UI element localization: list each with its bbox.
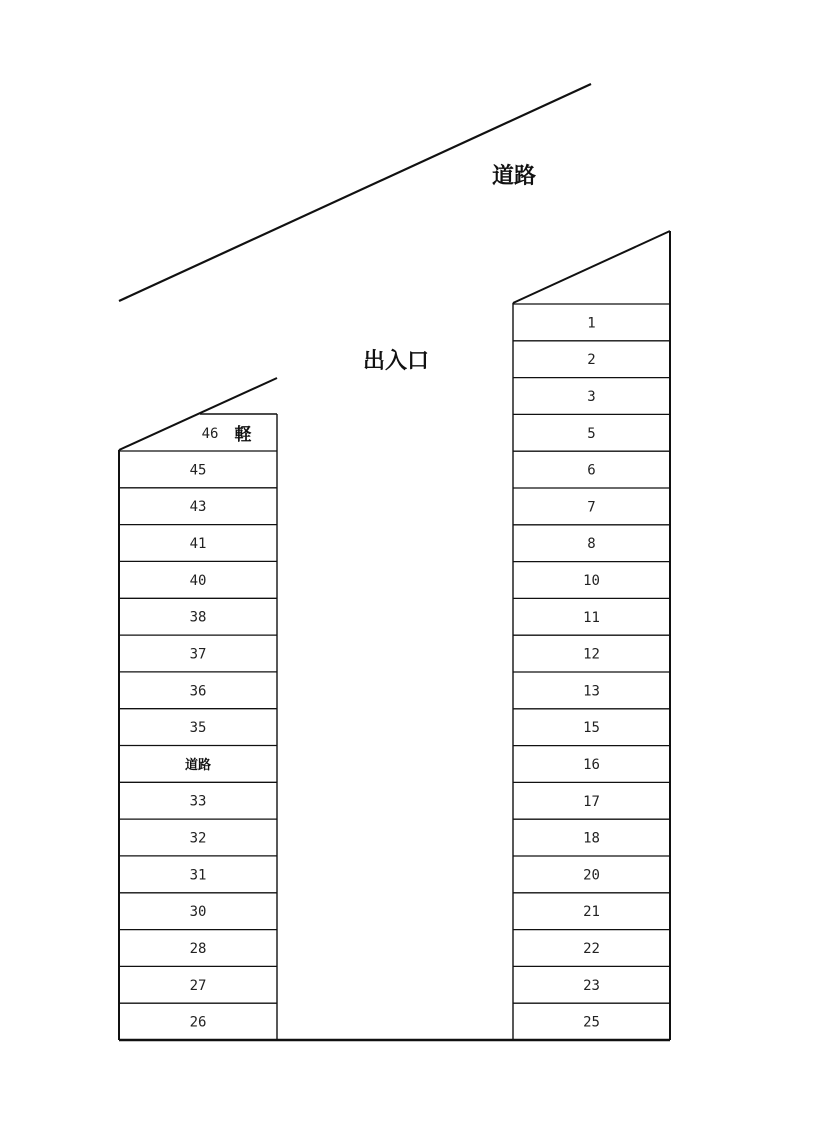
stall-16: 16 — [583, 757, 600, 773]
stall-28: 28 — [189, 941, 207, 957]
stall-1: 1 — [587, 315, 596, 332]
stall-41: 41 — [189, 536, 207, 552]
stall-20: 20 — [583, 867, 600, 884]
stall-35: 35 — [189, 720, 207, 737]
stall-18: 18 — [583, 830, 600, 847]
entrance-label: 出入口 — [362, 349, 430, 374]
road-label: 道路 — [491, 164, 537, 189]
stall-30: 30 — [189, 904, 207, 921]
stall-3: 3 — [587, 389, 596, 405]
stall-12: 12 — [583, 646, 600, 663]
stall-23: 23 — [583, 977, 600, 994]
stall-5: 5 — [587, 425, 596, 442]
stall-22: 22 — [583, 941, 600, 957]
stall-8: 8 — [587, 536, 596, 553]
left-stall-labels — [185, 462, 211, 1030]
stall-32: 32 — [189, 830, 207, 847]
stall-21: 21 — [583, 904, 600, 921]
stall-46-number: 46 — [201, 426, 219, 442]
stall-38: 38 — [189, 609, 207, 626]
stall-27: 27 — [189, 977, 207, 994]
right-stall-labels — [583, 315, 600, 1030]
left-stall-block — [119, 378, 277, 1040]
stall-10: 10 — [583, 573, 600, 589]
right-block-slant — [513, 231, 670, 303]
stall-7: 7 — [587, 499, 596, 516]
stall-15: 15 — [583, 720, 600, 737]
stall-2: 2 — [587, 352, 596, 369]
stall-6: 6 — [587, 462, 596, 479]
stall-43: 43 — [189, 499, 207, 516]
stall-road-marker: 道路 — [184, 757, 212, 773]
stall-11: 11 — [583, 609, 600, 626]
road-edge-line — [119, 84, 591, 301]
stall-33: 33 — [189, 793, 207, 810]
stall-40: 40 — [189, 572, 207, 589]
stall-17: 17 — [583, 793, 600, 810]
right-stall-block — [513, 231, 670, 1040]
stall-31: 31 — [189, 867, 207, 884]
stall-37: 37 — [189, 646, 207, 663]
kei-car-mark: 軽 — [234, 425, 252, 445]
stall-25: 25 — [583, 1014, 600, 1031]
stall-36: 36 — [189, 683, 207, 700]
stall-13: 13 — [583, 683, 600, 700]
stall-26: 26 — [189, 1014, 207, 1031]
stall-46-kei — [202, 425, 252, 445]
stall-45: 45 — [189, 462, 207, 479]
